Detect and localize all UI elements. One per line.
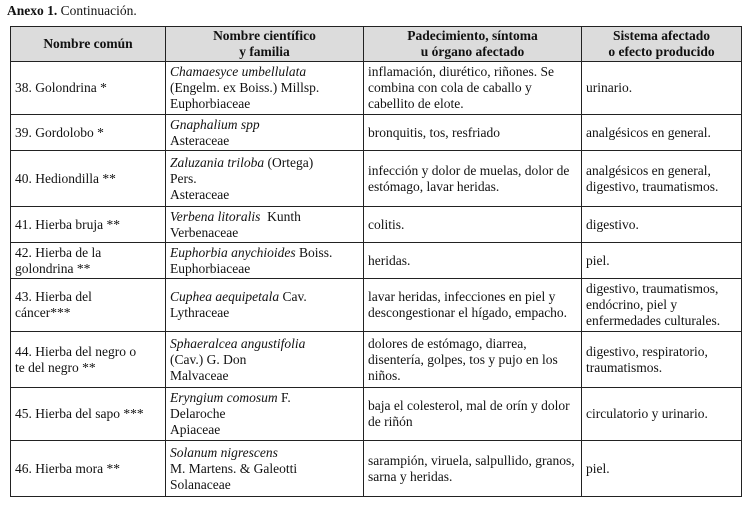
system-text: digestivo, traumatismos, endócrino, piel y enfermedades culturales.	[586, 281, 721, 328]
cell-common-name	[11, 279, 166, 332]
common-name-line: 39. Gordolobo *	[15, 124, 104, 140]
scientific-name-line	[170, 209, 359, 225]
header-common-label: Nombre común	[43, 36, 133, 51]
cell-system	[582, 115, 742, 151]
header-ailment-line1: Padecimiento, síntoma	[407, 28, 538, 43]
ailment-text: baja el colesterol, mal de orín y dolor de riñón	[368, 398, 570, 429]
system-text: analgésicos en general, digestivo, traumatismos.	[586, 162, 719, 194]
system-text: digestivo.	[586, 216, 639, 232]
cell-ailment	[364, 332, 582, 388]
scientific-name-author: Kunth	[260, 208, 301, 224]
table-row	[11, 243, 742, 279]
cell-system	[582, 243, 742, 279]
table-body	[11, 62, 742, 497]
cell-system	[582, 207, 742, 243]
common-name-line: 45. Hierba del sapo ***	[15, 406, 144, 421]
cell-ailment	[364, 388, 582, 441]
scientific-detail-line: Delaroche	[170, 406, 226, 421]
scientific-name-line	[170, 117, 359, 133]
cell-ailment	[364, 441, 582, 497]
common-name-line: 38. Golondrina *	[15, 80, 107, 95]
scientific-detail-line: Apiaceae	[170, 422, 221, 437]
scientific-name-italic: Sphaeralcea angustifolia	[170, 335, 306, 351]
scientific-detail-line: Malvaceae	[170, 367, 229, 383]
cell-system	[582, 62, 742, 115]
scientific-name-line	[170, 64, 359, 80]
system-text: piel.	[586, 460, 610, 476]
scientific-name-author: F.	[277, 390, 291, 405]
cell-scientific-name	[166, 279, 364, 332]
scientific-name-line	[170, 390, 359, 406]
scientific-detail-line: Asteraceae	[170, 186, 230, 202]
common-name-line: 42. Hierba de la	[15, 244, 102, 260]
scientific-detail-line: Pers.	[170, 170, 197, 186]
table-row	[11, 279, 742, 332]
common-name-line: 41. Hierba bruja **	[15, 216, 120, 232]
table-header	[11, 27, 742, 62]
scientific-detail-line: Euphorbiaceae	[170, 96, 251, 111]
cell-scientific-name	[166, 243, 364, 279]
system-text: piel.	[586, 252, 610, 268]
cell-system	[582, 151, 742, 207]
header-ailment-line2: u órgano afectado	[420, 44, 525, 59]
ailment-text: lavar heridas, infecciones en piel y descongestionar el hígado, empacho.	[368, 289, 568, 320]
system-text: analgésicos en general.	[586, 124, 711, 140]
table-row	[11, 207, 742, 243]
header-system	[582, 27, 742, 62]
scientific-name-line	[170, 445, 359, 461]
scientific-detail-line: Verbenaceae	[170, 224, 239, 240]
table-row	[11, 441, 742, 497]
common-name-line: te del negro **	[15, 359, 96, 375]
cell-scientific-name	[166, 388, 364, 441]
cell-ailment	[364, 243, 582, 279]
cell-ailment	[364, 115, 582, 151]
cell-scientific-name	[166, 62, 364, 115]
cell-ailment	[364, 151, 582, 207]
cell-ailment	[364, 62, 582, 115]
ailment-text: inflamación, diurético, riñones. Se combina con cola de caballo y cabellito de elote.	[368, 64, 554, 111]
cell-system	[582, 441, 742, 497]
header-ailment	[364, 27, 582, 62]
table-row	[11, 388, 742, 441]
scientific-name-line	[170, 336, 359, 352]
header-scientific-name	[166, 27, 364, 62]
cell-system	[582, 279, 742, 332]
cell-ailment	[364, 207, 582, 243]
header-scientific-line1: Nombre científico	[213, 28, 316, 43]
ailment-text: infección y dolor de muelas, dolor de estómago, lavar heridas.	[368, 162, 570, 194]
cell-common-name	[11, 62, 166, 115]
common-name-line: 40. Hediondilla **	[15, 170, 116, 186]
scientific-detail-line: (Cav.) G. Don	[170, 351, 247, 367]
scientific-name-italic: Zaluzania triloba	[170, 154, 265, 170]
cell-scientific-name	[166, 151, 364, 207]
scientific-name-italic: Gnaphalium spp	[170, 116, 260, 132]
header-common-name	[11, 27, 166, 62]
table-row	[11, 115, 742, 151]
system-text: circulatorio y urinario.	[586, 406, 708, 421]
caption-label: Anexo 1.	[7, 3, 58, 18]
header-system-line1: Sistema afectado	[612, 28, 711, 43]
scientific-detail-line: Asteraceae	[170, 132, 230, 148]
cell-common-name	[11, 151, 166, 207]
common-name-line: 46. Hierba mora **	[15, 460, 120, 476]
cell-scientific-name	[166, 115, 364, 151]
scientific-name-italic: Chamaesyce umbellulata	[170, 64, 307, 79]
header-row	[11, 27, 742, 62]
scientific-name-italic: Cuphea aequipetala	[170, 289, 280, 304]
scientific-detail-line: M. Martens. & Galeotti	[170, 460, 298, 476]
annex-table	[10, 26, 742, 497]
scientific-name-line	[170, 289, 359, 305]
scientific-name-author: Cav.	[279, 289, 307, 304]
ailment-text: heridas.	[368, 252, 411, 268]
ailment-text: bronquitis, tos, resfriado	[368, 124, 500, 140]
cell-system	[582, 332, 742, 388]
cell-common-name	[11, 441, 166, 497]
ailment-text: colitis.	[368, 216, 405, 232]
scientific-name-italic: Eryngium comosum	[170, 390, 278, 405]
common-name-line: 44. Hierba del negro o	[15, 343, 137, 359]
common-name-line: cáncer***	[15, 305, 71, 320]
cell-common-name	[11, 243, 166, 279]
scientific-detail-line: (Engelm. ex Boiss.) Millsp.	[170, 80, 320, 95]
cell-common-name	[11, 115, 166, 151]
common-name-line: golondrina **	[15, 260, 91, 276]
header-scientific-line2: y familia	[239, 44, 290, 59]
cell-common-name	[11, 388, 166, 441]
scientific-name-line	[170, 155, 359, 171]
scientific-name-italic: Euphorbia anychioides	[170, 244, 296, 260]
scientific-detail-line: Solanaceae	[170, 476, 231, 492]
cell-scientific-name	[166, 332, 364, 388]
scientific-name-italic: Verbena litoralis	[170, 208, 261, 224]
cell-system	[582, 388, 742, 441]
scientific-name-italic: Solanum nigrescens	[170, 444, 278, 460]
ailment-text: sarampión, viruela, salpullido, granos, sarna y heridas.	[368, 452, 575, 484]
caption-text: Continuación.	[57, 3, 137, 18]
scientific-detail-line: Lythraceae	[170, 305, 230, 320]
system-text: digestivo, respiratorio, traumatismos.	[586, 343, 708, 375]
cell-ailment	[364, 279, 582, 332]
scientific-name-author: (Ortega)	[264, 154, 314, 170]
scientific-name-line	[170, 245, 359, 261]
cell-scientific-name	[166, 207, 364, 243]
table-row	[11, 62, 742, 115]
system-text: urinario.	[586, 80, 633, 95]
scientific-name-author: Boiss.	[295, 244, 333, 260]
table-row	[11, 151, 742, 207]
common-name-line: 43. Hierba del	[15, 289, 92, 304]
table-caption	[7, 3, 137, 19]
header-system-line2: o efecto producido	[608, 44, 715, 59]
cell-scientific-name	[166, 441, 364, 497]
ailment-text: dolores de estómago, diarrea, disentería, golpes, tos y pujo en los niños.	[368, 335, 558, 383]
table-row	[11, 332, 742, 388]
cell-common-name	[11, 332, 166, 388]
cell-common-name	[11, 207, 166, 243]
scientific-detail-line: Euphorbiaceae	[170, 260, 251, 276]
